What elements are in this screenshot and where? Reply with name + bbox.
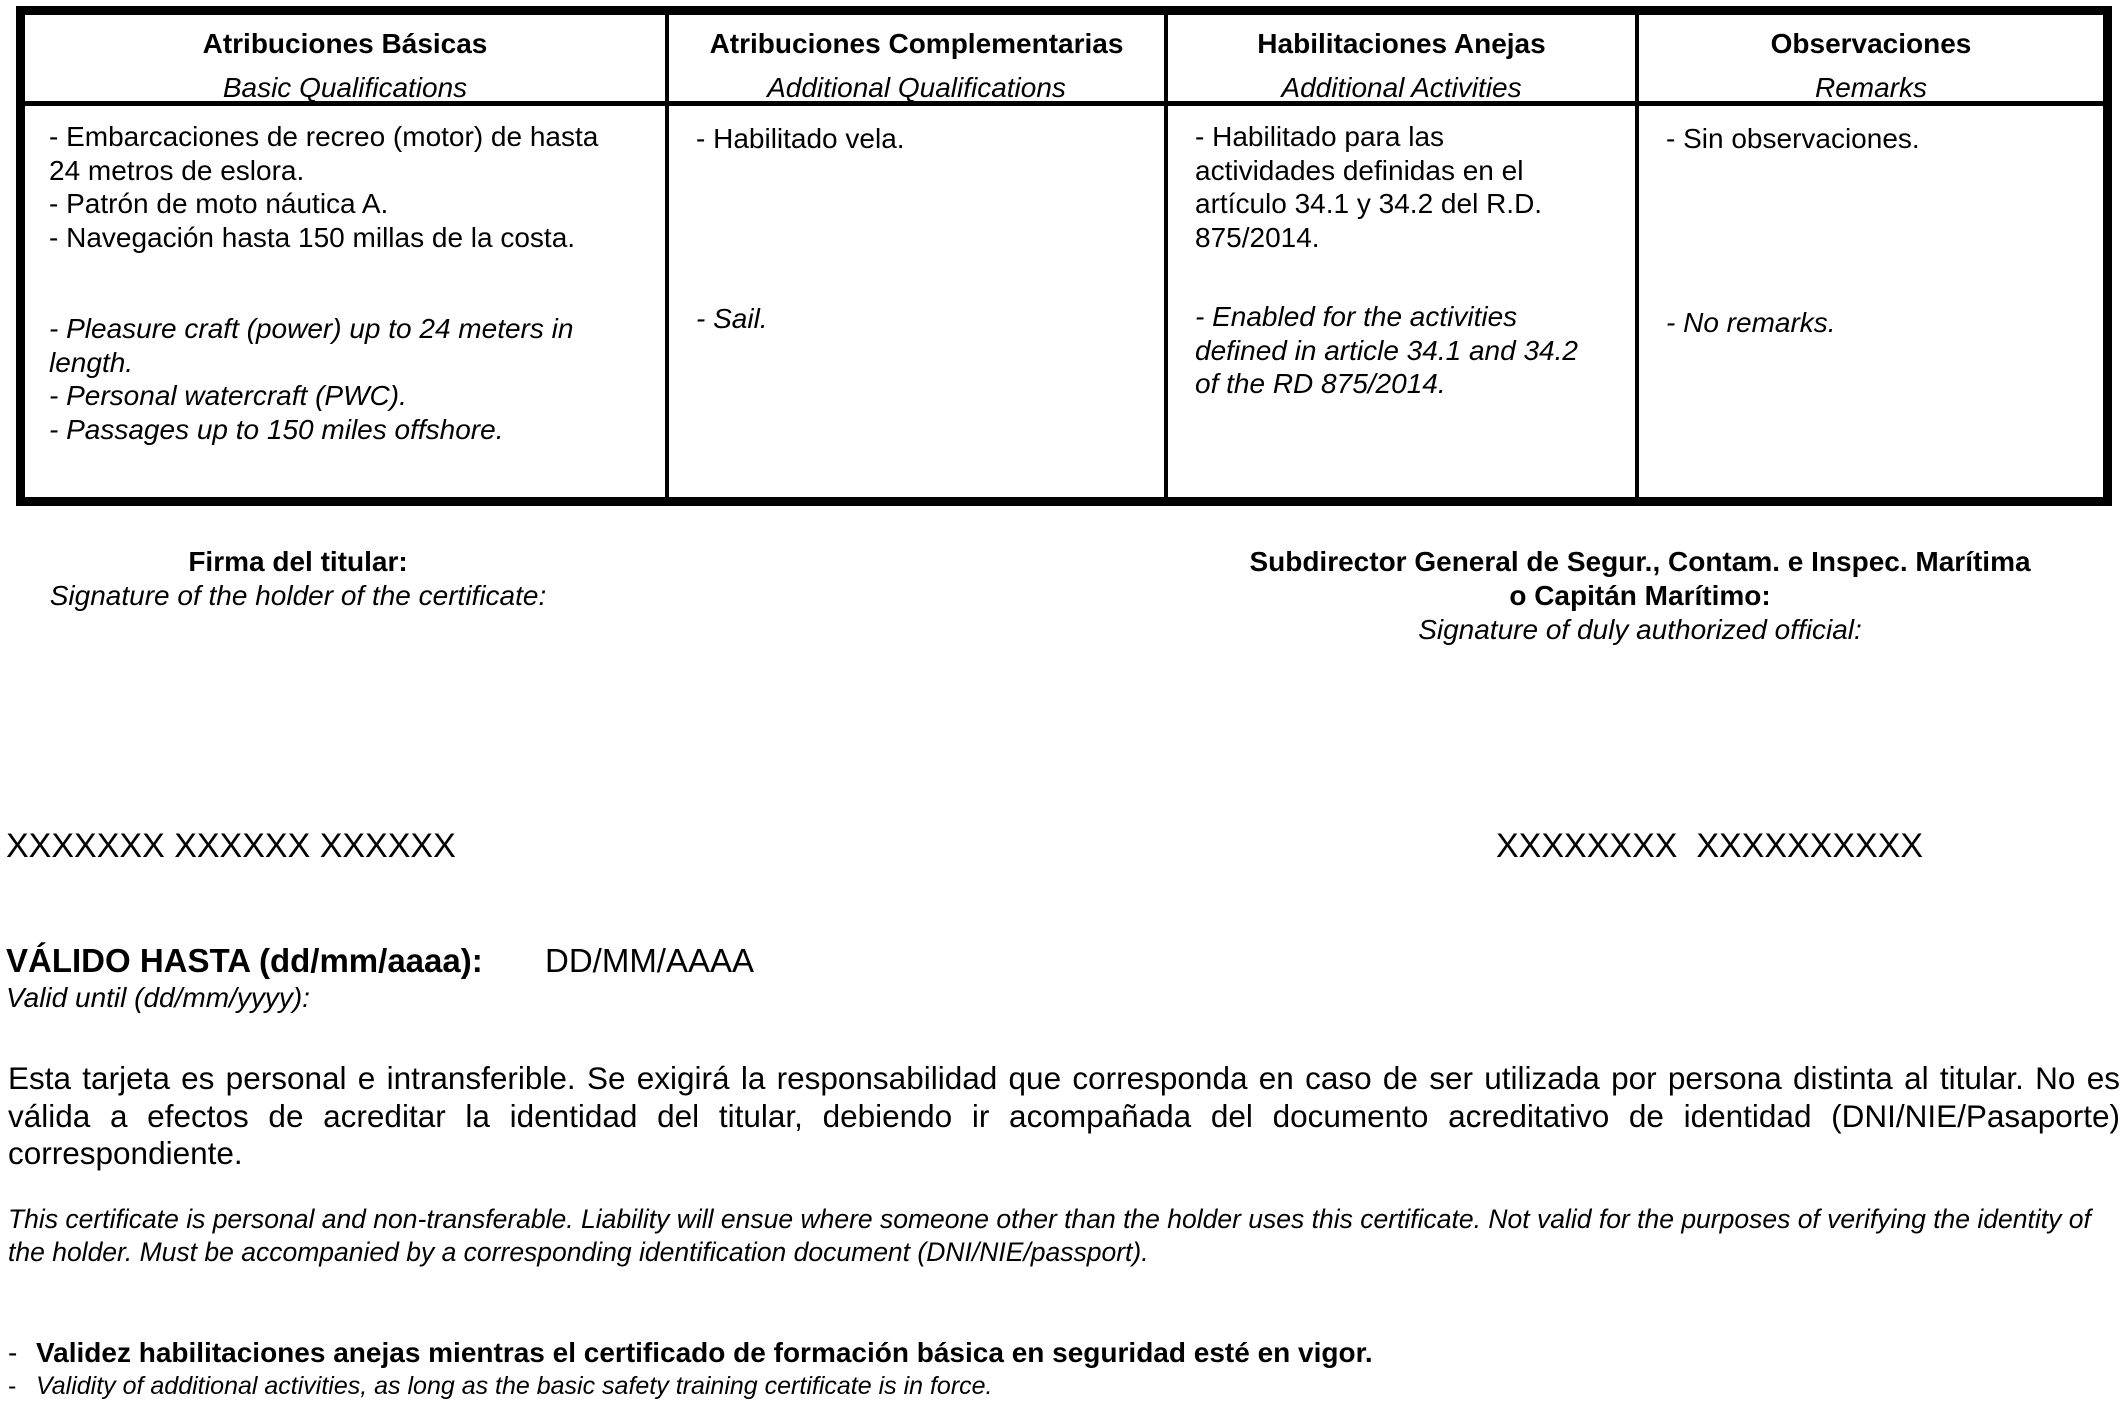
cell-line: - Enabled for the activities (1195, 301, 1518, 332)
cell-line: - Habilitado vela. (696, 123, 905, 154)
cell-additional-es (696, 122, 905, 156)
cell-line: 24 metros de eslora. (49, 154, 305, 186)
official-name: XXXXXXXX XXXXXXXXXX (1496, 827, 1924, 865)
cell-line: - Habilitado para las (1195, 121, 1445, 152)
cell-basic-en (49, 312, 573, 446)
cell-line: - Personal watercraft (PWC). (49, 380, 407, 411)
notice-text-en: This certificate is personal and non-transferable. Liability will ensue where someone other than the holder uses this certificate. Not valid for the purposes of verifying the identity of the holder. Must be accompanied by a corresponding identification document (DNI/NIE/passport). (8, 1204, 2091, 1267)
column-header-title-es: Atribuciones Básicas (202, 28, 488, 59)
notice-text-es: Esta tarjeta es personal e intransferible. Se exigirá la responsabilidad que corresponda en caso de ser utilizada por persona distinta al titular. No es válida a efectos de acreditar la identidad del titular, debiendo ir acompañada del documento acreditativo de identidad (DNI/NIE/Pasaporte) correspondiente. (8, 1060, 2120, 1171)
column-header-title-en: Additional Qualifications (767, 72, 1066, 103)
footnote-es (8, 1336, 1373, 1370)
valid-until-value: DD/MM/AAAA (545, 942, 755, 979)
cell-line: - No remarks. (1666, 307, 1836, 338)
column-header-title-en: Basic Qualifications (222, 72, 468, 103)
official-signature-title: Subdirector General de Segur., Contam. e Inspec. Marítima (1249, 546, 2031, 577)
valid-until-label-en: Valid until (dd/mm/yyyy): (6, 982, 310, 1013)
official-signature-subtitle: Signature of duly authorized official: (1418, 614, 1862, 645)
column-header-title-es: Atribuciones Complementarias (709, 28, 1124, 59)
holder-signature-title: Firma del titular: (188, 546, 408, 577)
footnote-en (8, 1371, 993, 1401)
holder-name: XXXXXXX XXXXXX XXXXXX (6, 827, 456, 865)
official-signature-title-line2: o Capitán Marítimo: (1509, 580, 1771, 611)
official-signature-block (1190, 545, 2090, 647)
valid-until-label: VÁLIDO HASTA (dd/mm/aaaa): (6, 942, 483, 979)
cell-remarks-es (1666, 122, 1920, 156)
cell-line: length. (49, 346, 134, 378)
footnote-dash: - (8, 1337, 18, 1368)
cell-remarks-en (1666, 306, 1836, 340)
cell-line: - Sail. (696, 303, 768, 334)
cell-line: 875/2014. (1195, 221, 1320, 253)
cell-basic-es (49, 120, 598, 254)
holder-signature-subtitle: Signature of the holder of the certificate: (49, 580, 547, 611)
cell-activities-es (1195, 120, 1542, 254)
cell-line: - Passages up to 150 miles offshore. (49, 413, 504, 445)
cell-additional-en (696, 302, 768, 336)
column-header-title-en: Remarks (1814, 72, 1927, 103)
cell-line: - Patrón de moto náutica A. (49, 188, 389, 219)
cell-line: artículo 34.1 y 34.2 del R.D. (1195, 188, 1543, 219)
cell-line: defined in article 34.1 and 34.2 (1195, 334, 1578, 366)
cell-line: - Sin observaciones. (1666, 123, 1920, 154)
footnote-text-es: Validez habilitaciones anejas mientras el certificado de formación básica en seguridad esté en vigor. (36, 1337, 1373, 1368)
column-header-additional (669, 22, 1164, 110)
column-header-title-es: Observaciones (1770, 28, 1972, 59)
column-header-activities (1168, 22, 1635, 110)
column-header-title-en: Additional Activities (1281, 72, 1522, 103)
holder-signature-block (0, 545, 596, 613)
footnote-dash: - (8, 1372, 17, 1400)
column-header-basic (25, 22, 665, 110)
column-header-title-es: Habilitaciones Anejas (1257, 28, 1546, 59)
cell-activities-en (1195, 300, 1578, 401)
column-header-remarks (1639, 22, 2103, 110)
cell-line: of the RD 875/2014. (1195, 368, 1446, 399)
cell-line: - Embarcaciones de recreo (motor) de hasta (49, 121, 599, 152)
footnote-text-en: Validity of additional activities, as long as the basic safety training certificate is in force. (36, 1372, 993, 1400)
cell-line: - Pleasure craft (power) up to 24 meters in (49, 313, 574, 344)
cell-line: - Navegación hasta 150 millas de la costa. (49, 221, 576, 253)
cell-line: actividades definidas en el (1195, 154, 1524, 186)
